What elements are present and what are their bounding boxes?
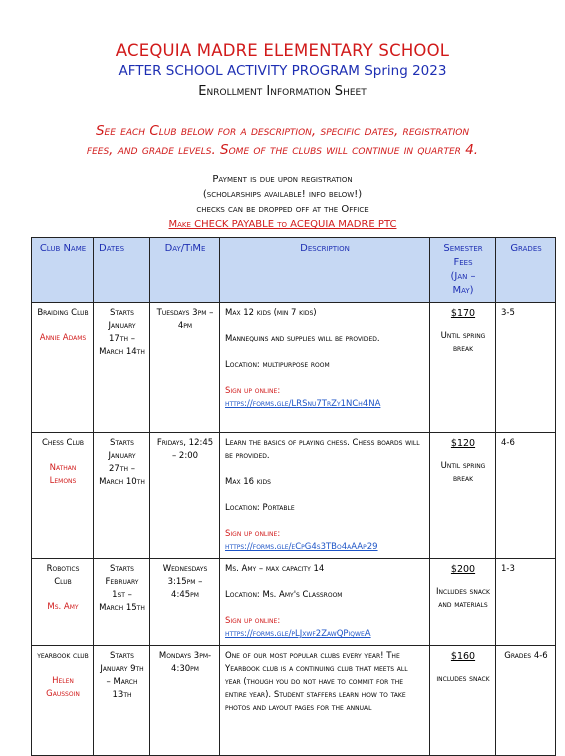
description-line: Location: Portable <box>225 503 295 513</box>
club-leader: Nathan Lemons <box>49 463 77 486</box>
program-title: AFTER SCHOOL ACTIVITY PROGRAM Spring 2023 <box>118 63 447 79</box>
header-fees-line-1: Semester <box>443 243 483 254</box>
description-line: Learn the basics of playing chess. Chess boards will be provided. <box>225 438 420 461</box>
header-fees-line-2: Fees <box>453 257 473 268</box>
grades-cell: Grades 4-6 <box>496 646 556 756</box>
club-leader: Helen Gaussoin <box>46 676 80 699</box>
fee-cell <box>430 559 496 646</box>
club-cell <box>32 559 94 646</box>
table-row <box>32 646 556 756</box>
table-row <box>32 303 556 433</box>
clubs-table <box>31 237 556 756</box>
club-cell <box>32 303 94 433</box>
grades-cell: 4-6 <box>496 433 556 559</box>
club-leader: Annie Adams <box>39 333 87 343</box>
fee-note: Until spring break <box>440 461 486 484</box>
description-line: Location: Ms. Amy's Classroom <box>225 590 343 600</box>
fee-cell <box>430 303 496 433</box>
header-description: Description <box>220 238 430 303</box>
description-cell <box>220 646 430 756</box>
club-leader: Ms. Amy <box>47 602 79 612</box>
club-name: yearbook club <box>37 651 89 661</box>
description-line: One of our most popular clubs every year! The Yearbook club is a continuing club that meets all year (though you do not have to commit for the entire year). Student staffers learn how to take photos and layout pages for the annual <box>225 651 408 713</box>
school-title: ACEQUIA MADRE ELEMENTARY SCHOOL <box>115 41 450 60</box>
club-cell <box>32 433 94 559</box>
dates-cell: Starts February 1st – March 15th <box>94 559 150 646</box>
fee-note: Until spring break <box>440 331 486 354</box>
description-line: Location: multipurpose room <box>225 360 330 370</box>
table-row <box>32 559 556 646</box>
signup-label: Sign up online: <box>225 616 281 626</box>
payable-link[interactable]: Make CHECK PAYABLE to ACEQUIA MADRE PTC <box>168 219 397 230</box>
signup-link[interactable]: https://forms.gle/LRSnu7TrZy1NCh4NA <box>225 399 381 409</box>
payment-line-3: checks can be dropped off at the Office <box>196 204 369 215</box>
grades-cell: 3-5 <box>496 303 556 433</box>
fee-amount: $200 <box>450 564 476 575</box>
club-cell <box>32 646 94 756</box>
intro-line-2: fees, and grade levels. Some of the clubs will continue in quarter 4. <box>86 142 479 158</box>
header-fees <box>430 238 496 303</box>
dates-cell: Starts January 17th – March 14th <box>94 303 150 433</box>
day-cell: Fridays, 12:45 – 2:00 <box>150 433 220 559</box>
header-fees-line-4: May) <box>452 285 474 296</box>
header-day-time: Day/TiMe <box>150 238 220 303</box>
signup-link[interactable]: https://forms.gle/pLJxwf2ZawQPiqweA <box>225 629 371 639</box>
dates-cell: Starts January 9th – March 13th <box>94 646 150 756</box>
fee-amount: $170 <box>450 308 476 319</box>
description-cell <box>220 433 430 559</box>
club-name: Braiding Club <box>37 308 89 318</box>
fee-amount: $120 <box>450 438 476 449</box>
description-cell <box>220 303 430 433</box>
fee-note: includes snack <box>436 674 490 684</box>
day-cell: Tuesdays 3pm – 4pm <box>150 303 220 433</box>
payment-line-2: (scholarships available! info below!) <box>202 189 363 200</box>
description-cell <box>220 559 430 646</box>
header-club-name: Club Name <box>32 238 94 303</box>
intro-notice <box>10 122 555 160</box>
fee-note: Includes snack and materials <box>436 587 490 610</box>
day-cell: Mondays 3pm-4:30pm <box>150 646 220 756</box>
fee-amount: $160 <box>450 651 476 662</box>
description-line: Ms. Amy – max capacity 14 <box>225 564 325 574</box>
fee-cell <box>430 646 496 756</box>
signup-link[interactable]: https://forms.gle/eCpG4s3TBo4aAAp29 <box>225 542 378 552</box>
club-name: Robotics Club <box>46 564 80 587</box>
signup-label: Sign up online: <box>225 386 281 396</box>
grades-cell: 1-3 <box>496 559 556 646</box>
description-line: Mannequins and supplies will be provided. <box>225 334 380 344</box>
club-name: Chess Club <box>41 438 85 448</box>
header-dates: Dates <box>94 238 150 303</box>
header-fees-line-3: (Jan – <box>450 271 476 282</box>
payment-line-1: Payment is due upon registration <box>212 174 353 185</box>
description-line: Max 16 kids <box>225 477 271 487</box>
table-header-row <box>32 238 556 303</box>
description-line: Max 12 kids (min 7 kids) <box>225 308 317 318</box>
signup-label: Sign up online: <box>225 529 281 539</box>
dates-cell: Starts January 27th – March 10th <box>94 433 150 559</box>
fee-cell <box>430 433 496 559</box>
intro-line-1: See each Club below for a description, specific dates, registration <box>95 123 470 139</box>
day-cell: Wednesdays 3:15pm – 4:45pm <box>150 559 220 646</box>
table-row <box>32 433 556 559</box>
header-grades: Grades <box>496 238 556 303</box>
payment-info <box>0 172 565 232</box>
sheet-title: Enrollment Information Sheet <box>198 84 367 99</box>
